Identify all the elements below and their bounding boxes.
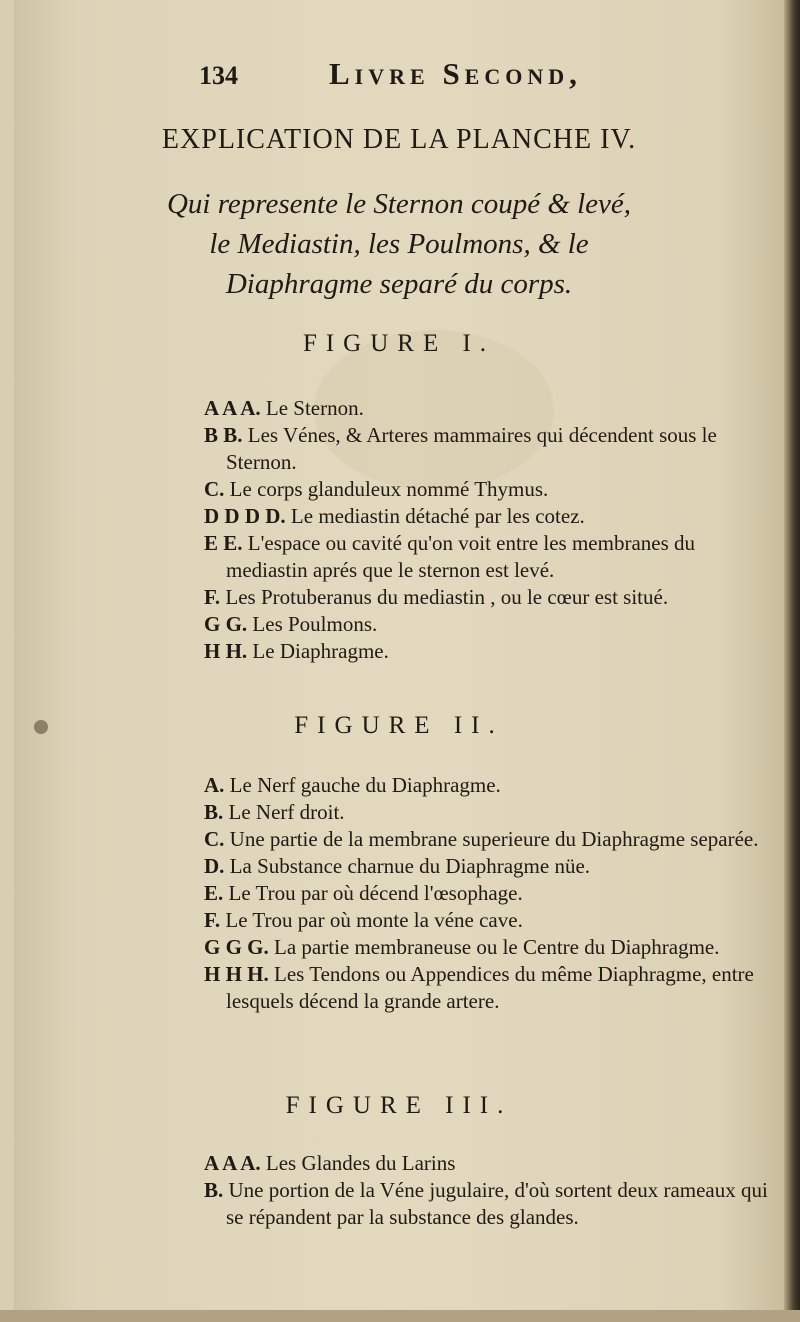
legend-key: H H H. [204,962,269,986]
legend-item [204,638,779,665]
legend-item [204,880,779,907]
legend-key: D D D D. [204,504,286,528]
legend-item [204,1150,779,1177]
legend-text: Les Tendons ou Appendices du même Diaphragme, entre lesquels décend la grande artere. [226,962,754,1013]
legend-key: E E. [204,531,243,555]
plate-subtitle [14,184,784,304]
page-bottom-edge [0,1310,800,1322]
legend-text: Le corps glanduleux nommé Thymus. [229,477,549,501]
legend-text: Le Sternon. [265,396,364,420]
legend-item [204,611,779,638]
legend-text: La Substance charnue du Diaphragme nüe. [229,854,591,878]
subtitle-line: Diaphragme separé du corps. [225,268,573,300]
legend-text: Une portion de la Véne jugulaire, d'où sortent deux rameaux qui se répandent par la substance des glandes. [226,1178,768,1229]
legend-item [204,772,779,799]
legend-item [204,476,779,503]
running-head [199,56,699,100]
legend-item [204,853,779,880]
legend-key: C. [204,477,225,501]
figure-legend [204,395,779,665]
legend-item [204,826,779,853]
figure-legend [204,772,779,1015]
legend-item [204,584,779,611]
legend-key: B. [204,800,224,824]
figure-legend [204,1150,779,1231]
legend-key: A A A. [204,1151,261,1175]
legend-text: Le Nerf droit. [228,800,345,824]
legend-key: E. [204,881,224,905]
legend-item [204,934,779,961]
legend-text: Les Protuberanus du mediastin , ou le cœur est situé. [225,585,669,609]
legend-item [204,907,779,934]
legend-key: D. [204,854,225,878]
figure-heading: FIGURE III. [285,1092,513,1119]
legend-key: F. [204,908,221,932]
figure-heading: FIGURE II. [294,712,504,739]
legend-key: F. [204,585,221,609]
book-gutter-edge [784,0,800,1322]
legend-item [204,530,779,584]
subtitle-line: Qui represente le Sternon coupé & levé, [166,188,632,220]
legend-item [204,799,779,826]
legend-item [204,1177,779,1231]
legend-key: A A A. [204,396,261,420]
legend-text: Les Glandes du Larins [265,1151,456,1175]
legend-key: H H. [204,639,248,663]
subtitle-line: le Mediastin, les Poulmons, & le [209,228,589,260]
legend-item [204,395,779,422]
figure-heading: FIGURE I. [302,330,496,357]
legend-text: La partie membraneuse ou le Centre du Diaphragme. [274,935,720,959]
legend-key: G G G. [204,935,269,959]
page-number: 134 [199,61,238,90]
section-title: EXPLICATION DE LA PLANCHE IV. [161,124,637,155]
legend-item [204,503,779,530]
legend-text: Le Diaphragme. [252,639,389,663]
legend-key: C. [204,827,225,851]
legend-text: Les Poulmons. [252,612,378,636]
legend-text: L'espace ou cavité qu'on voit entre les membranes du mediastin aprés que le sternon est levé. [226,531,696,582]
legend-item [204,422,779,476]
legend-key: G G. [204,612,248,636]
legend-text: Une partie de la membrane superieure du Diaphragme separée. [229,827,759,851]
legend-text: Le mediastin détaché par les cotez. [290,504,585,528]
running-title: Livre Second, [329,56,582,91]
legend-key: B B. [204,423,243,447]
legend-key: A. [204,773,225,797]
legend-text: Le Trou par où monte la véne cave. [225,908,523,932]
legend-key: B. [204,1178,224,1202]
book-page [14,0,784,1310]
legend-text: Le Nerf gauche du Diaphragme. [229,773,501,797]
legend-text: Les Vénes, & Arteres mammaires qui décendent sous le Sternon. [226,423,717,474]
legend-text: Le Trou par où décend l'œsophage. [228,881,523,905]
legend-item [204,961,779,1015]
